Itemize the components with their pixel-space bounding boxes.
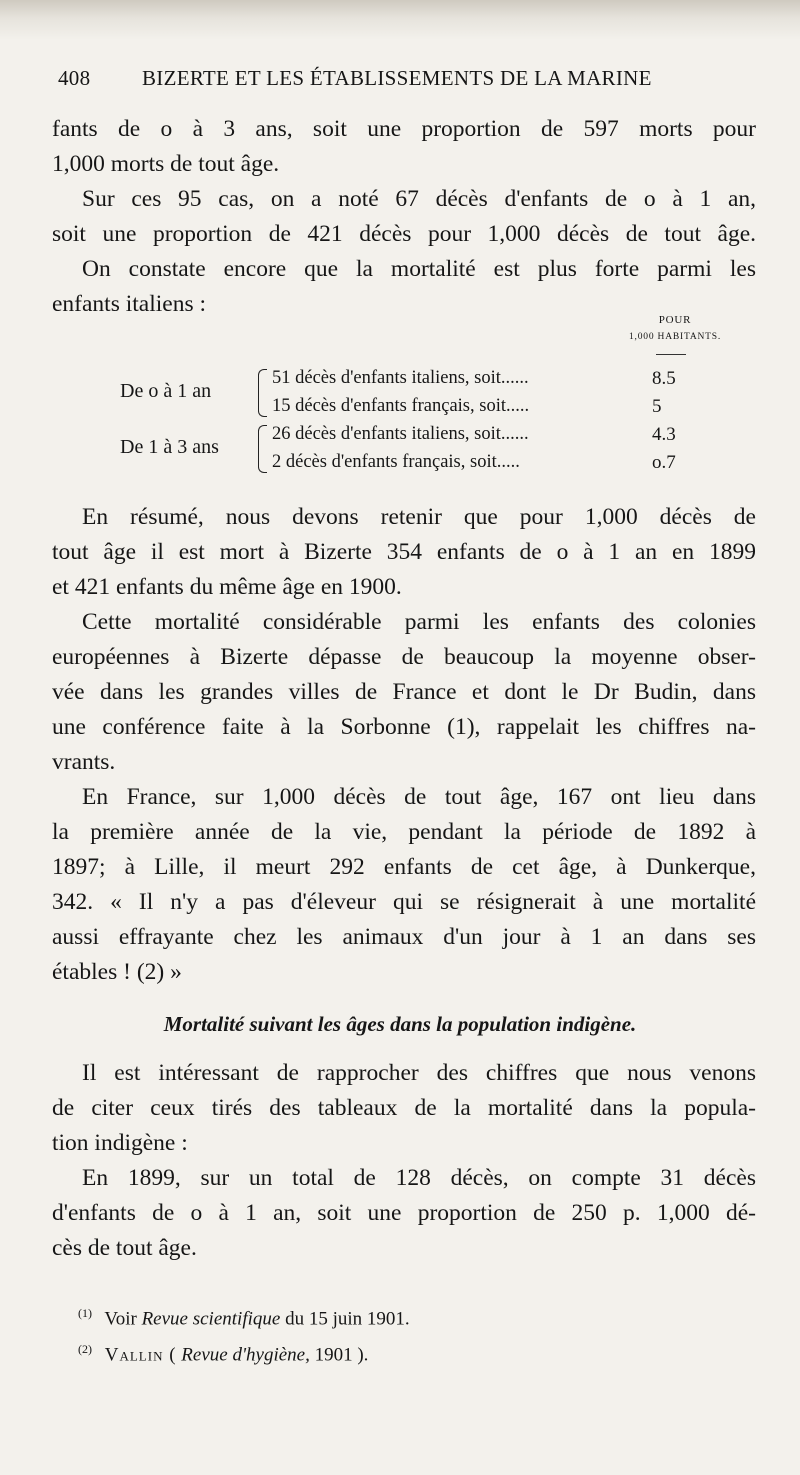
footnote xyxy=(78,1298,410,1334)
text-line: tout âge il est mort à Bizerte 354 enfants de o à 1 an en 1899 xyxy=(52,539,756,565)
text-line: cès de tout âge. xyxy=(52,1235,197,1261)
footnotes xyxy=(78,1298,410,1371)
running-header xyxy=(58,66,748,96)
footnote-title: Revue scientifique xyxy=(141,1308,281,1330)
paragraph-5 xyxy=(52,605,756,780)
text-line: enfants italiens : xyxy=(52,291,207,317)
section-heading: Mortalité suivant les âges dans la population indigène. xyxy=(163,1012,637,1036)
page-edge-shadow xyxy=(0,0,800,40)
paragraph-8 xyxy=(52,1161,756,1266)
text-line: aussi effrayante chez les animaux d'un jour à 1 an dans ses xyxy=(52,924,756,950)
text-line: de citer ceux tirés des tableaux de la mortalité dans la popula- xyxy=(52,1095,756,1121)
footnote xyxy=(78,1334,410,1370)
table-value: o.7 xyxy=(652,452,676,473)
paragraph-3 xyxy=(52,252,756,322)
text-line: d'enfants de o à 1 an, soit une proportion de 250 p. 1,000 dé- xyxy=(52,1200,756,1226)
text-line: 342. « Il n'y a pas d'éleveur qui se résignerait à une mortalité xyxy=(52,889,756,915)
column-header-habitants: 1,000 HABITANTS. xyxy=(629,332,721,342)
group-label: De 1 à 3 ans xyxy=(120,436,219,458)
text-line: européennes à Bizerte dépasse de beaucoup la moyenne obser- xyxy=(52,644,756,670)
text-line: 1897; à Lille, il meurt 292 enfants de cet âge, à Dunkerque, xyxy=(52,854,756,880)
table-row: 26 décès d'enfants italiens, soit...... xyxy=(272,424,529,444)
footnote-title: Revue d'hygiène, xyxy=(181,1344,310,1366)
text-line: et 421 enfants du même âge en 1900. xyxy=(52,574,402,600)
paragraph-7 xyxy=(52,1056,756,1161)
text-line: une conférence faite à la Sorbonne (1), rappelait les chiffres na- xyxy=(52,714,756,740)
text-line: Cette mortalité considérable parmi les enfants des colonies xyxy=(82,609,756,635)
text-line: En 1899, sur un total de 128 décès, on compte 31 décès xyxy=(82,1165,756,1191)
column-rule xyxy=(656,354,686,355)
paragraph-6 xyxy=(52,780,756,990)
footnote-prefix: Vallin ( xyxy=(104,1344,177,1366)
text-line: tion indigène : xyxy=(52,1130,188,1156)
footnote-suffix: 1901 ). xyxy=(314,1344,369,1366)
paragraph-2 xyxy=(52,182,756,252)
text-line: On constate encore que la mortalité est plus forte parmi les xyxy=(82,256,756,282)
table-row: 2 décès d'enfants français, soit..... xyxy=(272,452,520,472)
text-line: étables ! (2) » xyxy=(52,959,182,985)
text-line: 1,000 morts de tout âge. xyxy=(52,151,280,177)
footnote-suffix: du 15 juin 1901. xyxy=(285,1308,410,1330)
text-line: En France, sur 1,000 décès de tout âge, 167 ont lieu dans xyxy=(82,784,756,810)
page-number: 408 xyxy=(58,66,91,90)
brace xyxy=(258,369,267,417)
brace xyxy=(258,425,267,473)
paragraph-4 xyxy=(52,500,756,605)
group-label: De o à 1 an xyxy=(120,380,212,402)
table-value: 8.5 xyxy=(652,368,676,389)
table-value: 4.3 xyxy=(652,424,676,445)
text-line: vrants. xyxy=(52,749,116,775)
footnote-prefix: Voir xyxy=(104,1308,137,1330)
text-line: Sur ces 95 cas, on a noté 67 décès d'enfants de o à 1 an, xyxy=(82,186,756,212)
running-title: BIZERTE ET LES ÉTABLISSEMENTS DE LA MARINE xyxy=(142,66,652,90)
text-line: la première année de la vie, pendant la période de 1892 à xyxy=(52,819,756,845)
paragraph-1 xyxy=(52,112,756,182)
text-line: En résumé, nous devons retenir que pour 1,000 décès de xyxy=(82,504,756,530)
table-value: 5 xyxy=(652,396,662,417)
table-row: 51 décès d'enfants italiens, soit...... xyxy=(272,368,529,388)
footnote-mark: (1) xyxy=(78,1306,92,1320)
text-line: fants de o à 3 ans, soit une proportion de 597 morts pour xyxy=(52,116,756,142)
footnote-mark: (2) xyxy=(78,1342,92,1357)
column-header-pour: POUR xyxy=(658,314,692,326)
text-line: vée dans les grandes villes de France et dont le Dr Budin, dans xyxy=(52,679,756,705)
table-row: 15 décès d'enfants français, soit..... xyxy=(272,396,530,416)
text-line: Il est intéressant de rapprocher des chiffres que nous venons xyxy=(82,1060,756,1086)
text-line: soit une proportion de 421 décès pour 1,000 décès de tout âge. xyxy=(52,221,756,247)
